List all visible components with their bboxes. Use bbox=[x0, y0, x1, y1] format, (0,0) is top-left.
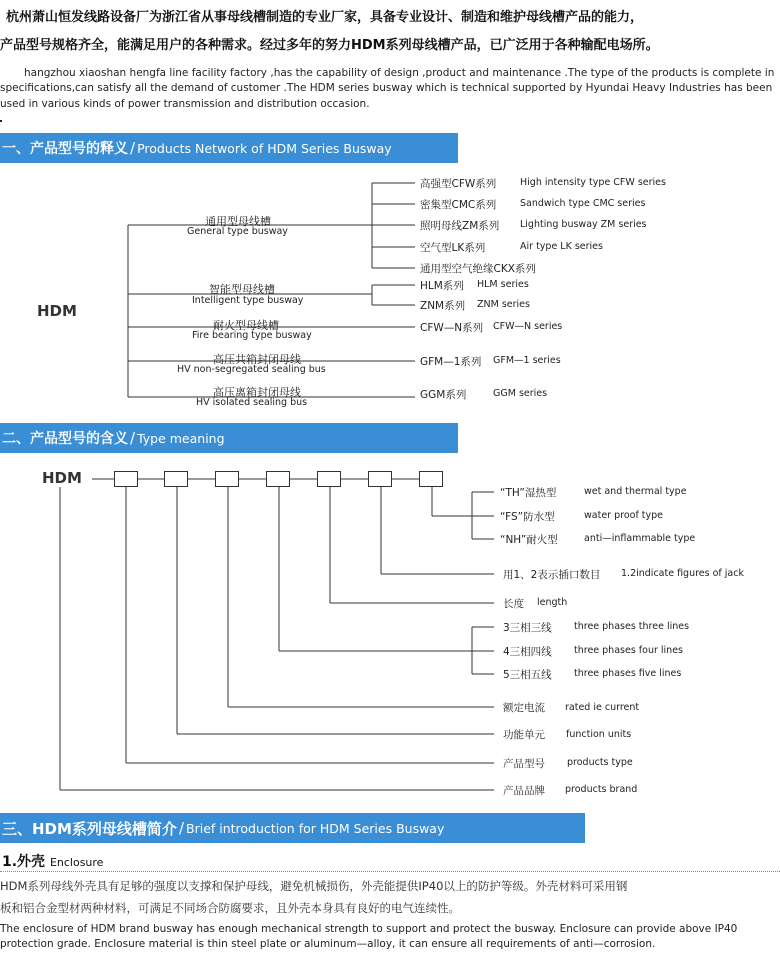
enclosure-subheading-cn: 1.外壳 bbox=[2, 854, 46, 870]
leaf-en: Air type LK series bbox=[520, 241, 603, 252]
branch-en: HV non-segregated sealing bus bbox=[177, 364, 326, 375]
type-item-cn: 用1、2表示插口数目 bbox=[503, 569, 601, 581]
enclosure-subheading bbox=[2, 851, 103, 871]
type-item-cn: 4三相四线 bbox=[503, 646, 552, 658]
section3-banner bbox=[0, 813, 585, 843]
leaf-cn: GGM系列 bbox=[420, 389, 467, 401]
leaf-en: ZNM series bbox=[477, 299, 530, 310]
leaf-cn: 照明母线ZM系列 bbox=[420, 220, 500, 232]
leaf-cn: CFW—N系列 bbox=[420, 322, 484, 334]
code-box bbox=[266, 471, 290, 487]
code-box bbox=[368, 471, 392, 487]
intro-cn-line-1: 杭州萧山恒发线路设备厂为浙江省从事母线槽制造的专业厂家，具备专业设计、制造和维护母线槽产品的能力， bbox=[6, 10, 644, 25]
branch-en: HV isolated sealing bus bbox=[196, 397, 308, 408]
type-item-cn: 3三相三线 bbox=[503, 622, 552, 634]
enclosure-body-en-1: The enclosure of HDM brand busway has enough mechanical strength to support and protect the busway. Enclosure can provide above IP40 bbox=[0, 923, 738, 935]
leaf-cn: GFM—1系列 bbox=[420, 356, 482, 368]
type-item-cn: 产品型号 bbox=[503, 758, 545, 770]
dotted-divider bbox=[0, 871, 780, 872]
leaf-en: CFW—N series bbox=[493, 321, 563, 332]
type-item-cn: “NH”耐火型 bbox=[500, 534, 558, 546]
section2-title-cn: 二、产品型号的含义 bbox=[2, 431, 128, 447]
section3-title-en: Brief introduction for HDM Series Busway bbox=[186, 820, 445, 836]
section1-title-cn: 一、产品型号的释义 bbox=[2, 141, 128, 157]
leaf-cn: 空气型LK系列 bbox=[420, 242, 486, 254]
type-item-cn: 额定电流 bbox=[503, 702, 545, 714]
leaf-cn: HLM系列 bbox=[420, 280, 464, 292]
branch-en: Intelligent type busway bbox=[192, 295, 304, 306]
intro-en-line-3: used in various kinds of power transmission and distribution occasion. bbox=[0, 98, 370, 110]
code-box bbox=[215, 471, 239, 487]
section1-title-en: Products Network of HDM Series Busway bbox=[137, 140, 392, 156]
branch-cn: 高压共箱封闭母线 bbox=[213, 353, 301, 366]
type-item-en: three phases three lines bbox=[574, 621, 690, 632]
enclosure-subheading-en: Enclosure bbox=[49, 856, 104, 869]
type-item-en: water proof type bbox=[584, 510, 664, 521]
branch-en: General type busway bbox=[187, 226, 288, 237]
leaf-en: Sandwich type CMC series bbox=[520, 198, 646, 209]
type-item-cn: 长度 bbox=[503, 598, 524, 610]
product-tree-lines bbox=[0, 0, 780, 420]
leaf-cn: 密集型CMC系列 bbox=[420, 199, 497, 211]
branch-cn: 智能型母线槽 bbox=[209, 283, 275, 296]
branch-cn: 通用型母线槽 bbox=[205, 215, 271, 228]
type-item-en: three phases five lines bbox=[574, 668, 682, 679]
type-item-cn: “FS”防水型 bbox=[500, 511, 555, 523]
leaf-en: Lighting busway ZM series bbox=[520, 219, 647, 230]
intro-cn-line-2: 产品型号规格齐全，能满足用户的各种需求。经过多年的努力HDM系列母线槽产品，已广泛用于各种输配电场所。 bbox=[0, 38, 659, 53]
code-box bbox=[317, 471, 341, 487]
tree-root-hdm: HDM bbox=[37, 302, 77, 320]
branch-cn: 耐火型母线槽 bbox=[213, 319, 279, 332]
leaf-cn: 通用型空气绝缘CKX系列 bbox=[420, 263, 536, 275]
type-item-en: products type bbox=[567, 757, 633, 768]
section2-banner bbox=[0, 423, 458, 453]
type-root-hdm: HDM bbox=[42, 469, 82, 487]
intro-en-line-1: hangzhou xiaoshan hengfa line facility factory ,has the capability of design ,product and maintenance .The type of the products is complete in bbox=[24, 67, 775, 79]
type-item-en: three phases four lines bbox=[574, 645, 683, 656]
type-item-cn: 功能单元 bbox=[503, 729, 545, 741]
leaf-cn: 高强型CFW系列 bbox=[420, 178, 497, 190]
type-item-en: products brand bbox=[565, 784, 638, 795]
title-separator: / bbox=[130, 429, 136, 447]
leaf-en: HLM series bbox=[477, 279, 529, 290]
code-box bbox=[164, 471, 188, 487]
enclosure-body-en-2: protection grade. Enclosure material is thin steel plate or aluminum—alloy, it can ensure all requirements of anti—corrosion. bbox=[0, 938, 656, 950]
leaf-en: GFM—1 series bbox=[493, 355, 561, 366]
enclosure-body-cn-2: 板和铝合金型材两种材料，可满足不同场合防腐要求，且外壳本身具有良好的电气连续性。 bbox=[0, 901, 460, 915]
type-item-en: rated ie current bbox=[565, 702, 640, 713]
title-separator: / bbox=[178, 819, 184, 837]
leaf-en: High intensity type CFW series bbox=[520, 177, 666, 188]
type-item-en: function units bbox=[566, 729, 632, 740]
code-box bbox=[114, 471, 138, 487]
type-item-en: anti—inflammable type bbox=[584, 533, 696, 544]
leaf-en: GGM series bbox=[493, 388, 548, 399]
intro-en-line-2: specifications,can satisfy all the demand of customer .The HDM series busway which is technical supported by Hyundai Heavy Industries has been bbox=[0, 82, 773, 94]
type-item-en: wet and thermal type bbox=[584, 486, 687, 497]
section3-title-cn: 三、HDM系列母线槽简介 bbox=[2, 819, 177, 838]
section2-title-en: Type meaning bbox=[137, 430, 225, 446]
branch-cn: 高压离箱封闭母线 bbox=[213, 386, 301, 399]
type-item-en: 1.2indicate figures of jack bbox=[621, 568, 744, 579]
branch-en: Fire bearing type busway bbox=[192, 330, 312, 341]
enclosure-body-cn-1: HDM系列母线外壳具有足够的强度以支撑和保护母线，避免机械损伤，外壳能提供IP40以上的防护等级。外壳材料可采用钢 bbox=[0, 879, 628, 893]
type-item-cn: 产品品牌 bbox=[503, 785, 545, 797]
title-separator: / bbox=[130, 139, 136, 157]
code-box bbox=[419, 471, 443, 487]
type-item-en: length bbox=[537, 597, 568, 608]
leaf-cn: ZNM系列 bbox=[420, 300, 466, 312]
type-item-cn: “TH”湿热型 bbox=[500, 487, 557, 499]
type-item-cn: 5三相五线 bbox=[503, 669, 552, 681]
